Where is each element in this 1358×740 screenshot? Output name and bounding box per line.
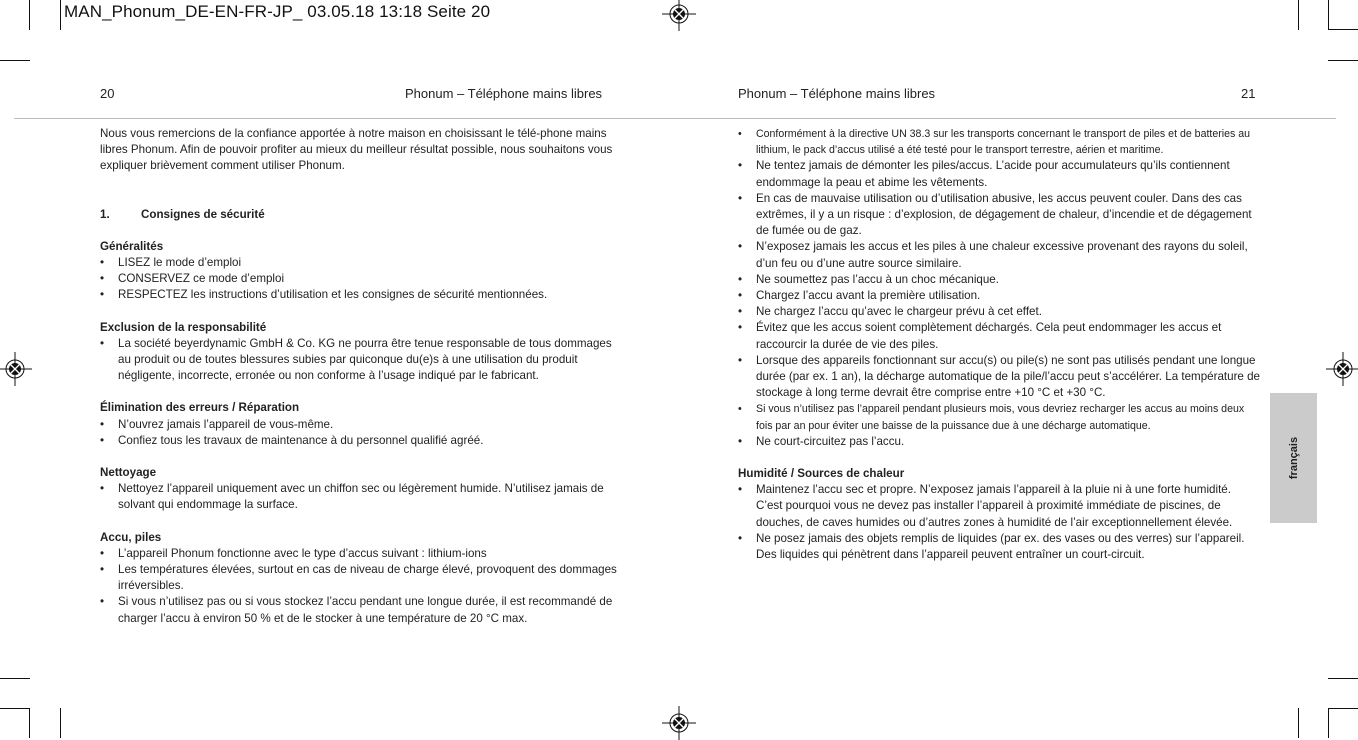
list-nettoyage bbox=[100, 481, 620, 513]
list-item: • Chargez l’accu avant la première utilisation. bbox=[738, 288, 1260, 304]
crop-mark bbox=[29, 708, 30, 738]
list-item: • LISEZ le mode d’emploi bbox=[100, 255, 620, 271]
list-item: • N’exposez jamais les accus et les piles à une chaleur excessive provenant des rayons du soleil, d’un feu ou d’une autre source similaire. bbox=[738, 239, 1260, 271]
list-accu-continued bbox=[738, 126, 1260, 450]
list-item: • Si vous n’utilisez pas ou si vous stockez l’accu pendant une longue durée, il est recommandé de charger l’accu à environ 50 % et de le stocker à une température de 20 °C max. bbox=[100, 594, 620, 626]
list-item: • Si vous n’utilisez pas l’appareil pendant plusieurs mois, vous devriez recharger les accus au moins deux fois par an pour éviter une baisse de la puissance due à une décharge automatique. bbox=[738, 401, 1260, 433]
list-elimination bbox=[100, 417, 620, 449]
heading-exclusion: Exclusion de la responsabilité bbox=[100, 320, 267, 334]
list-exclusion bbox=[100, 336, 620, 385]
heading-nettoyage: Nettoyage bbox=[100, 466, 157, 480]
section-number: 1. bbox=[100, 207, 110, 221]
list-item: • CONSERVEZ ce mode d’emploi bbox=[100, 271, 620, 287]
list-item: • Les températures élevées, surtout en cas de niveau de charge élevé, provoquent des dommages irréversibles. bbox=[100, 562, 620, 594]
left-page-number: 20 bbox=[100, 86, 115, 101]
language-tab bbox=[1270, 393, 1317, 523]
language-tab-label: français bbox=[1287, 436, 1300, 480]
crop-mark bbox=[1328, 60, 1358, 61]
list-item: • Ne posez jamais des objets remplis de liquides (par ex. des vases ou des verres) sur l’appareil. Des liquides qui pénètrent dans l’appareil peuvent entraîner un court-circuit. bbox=[738, 531, 1260, 563]
left-column bbox=[100, 126, 620, 627]
list-item: • Conformément à la directive UN 38.3 sur les transports concernant le transport de piles et de batteries au lithium, le pack d’accus utilisé a été testé pour le transport terrestre, aérien et maritime. bbox=[738, 126, 1260, 158]
registration-mark-icon bbox=[0, 352, 32, 386]
list-item: • RESPECTEZ les instructions d’utilisation et les consignes de sécurité mentionnées. bbox=[100, 287, 620, 303]
list-item: • L’appareil Phonum fonctionne avec le type d’accus suivant : lithium-ions bbox=[100, 546, 620, 562]
crop-mark bbox=[0, 678, 30, 679]
crop-mark bbox=[1328, 708, 1358, 709]
crop-mark bbox=[1328, 0, 1329, 30]
registration-mark-icon bbox=[662, 0, 696, 31]
list-humidite bbox=[738, 482, 1260, 563]
list-accu bbox=[100, 546, 620, 627]
section-title: Consignes de sécurité bbox=[141, 207, 265, 221]
right-running-title: Phonum – Téléphone mains libres bbox=[738, 86, 936, 101]
list-item: • Ne soumettez pas l’accu à un choc mécanique. bbox=[738, 272, 1260, 288]
list-item: • La société beyerdynamic GmbH & Co. KG ne pourra être tenue responsable de tous dommages au produit ou de toutes blessures subies par quiconque du(e)s à une utilisation du produit négligente, incorrecte, erronée ou non conforme à l’usage indiqué par le fabricant. bbox=[100, 336, 620, 385]
heading-humidite: Humidité / Sources de chaleur bbox=[738, 467, 905, 481]
crop-mark bbox=[1328, 29, 1358, 30]
heading-generalites: Généralités bbox=[100, 239, 164, 253]
registration-mark-icon bbox=[1326, 352, 1358, 386]
heading-accu: Accu, piles bbox=[100, 530, 162, 544]
list-generalites bbox=[100, 255, 620, 304]
header-rule bbox=[14, 118, 1336, 119]
heading-elimination: Élimination des erreurs / Réparation bbox=[100, 401, 300, 415]
section-heading bbox=[100, 207, 620, 223]
list-item: • Nettoyez l’appareil uniquement avec un chiffon sec ou légèrement humide. N’utilisez jamais de solvant qui endommage la surface. bbox=[100, 481, 620, 513]
crop-mark bbox=[29, 0, 30, 30]
crop-mark bbox=[1328, 678, 1358, 679]
left-running-title: Phonum – Téléphone mains libres bbox=[405, 86, 603, 101]
crop-mark bbox=[60, 708, 61, 738]
crop-mark bbox=[1298, 0, 1299, 30]
right-page-number: 21 bbox=[1241, 86, 1256, 101]
list-item: • Maintenez l’accu sec et propre. N’exposez jamais l’appareil à la pluie ni à une forte humidité. C’est pourquoi vous ne devez pas installer l’appareil à proximité immédiate de piscines, de douches, de caves humides ou d’autres zones à humidité de l’air exceptionnellement élevée. bbox=[738, 482, 1260, 531]
list-item: • Confiez tous les travaux de maintenance à du personnel qualifié agréé. bbox=[100, 433, 620, 449]
list-item: • Ne tentez jamais de démonter les piles/accus. L’acide pour accumulateurs qu’ils contiennent endommage la peau et abime les vêtements. bbox=[738, 158, 1260, 190]
print-slug: MAN_Phonum_DE-EN-FR-JP_ 03.05.18 13:18 Seite 20 bbox=[64, 2, 491, 21]
right-column bbox=[738, 126, 1260, 563]
intro-paragraph: Nous vous remercions de la confiance apportée à notre maison en choisissant le télé-phone mains libres Phonum. Afin de pouvoir profiter au mieux du meilleur résultat possible, nous souhaitons vous expliquer brièvement comment utiliser Phonum. bbox=[100, 127, 613, 173]
list-item: • En cas de mauvaise utilisation ou d’utilisation abusive, les accus peuvent couler. Dans des cas extrêmes, il y a un risque : d’explosion, de dégagement de chaleur, d’incendie et de dégagement de fumée ou de gaz. bbox=[738, 191, 1260, 240]
list-item: • Ne court-circuitez pas l’accu. bbox=[738, 434, 1260, 450]
list-item: • Ne chargez l’accu qu’avec le chargeur prévu à cet effet. bbox=[738, 304, 1260, 320]
list-item: • Lorsque des appareils fonctionnant sur accu(s) ou pile(s) ne sont pas utilisés pendant une longue durée (par ex. 1 an), la décharge automatique de la pile/l’accu peut s’accélérer. La température de stockage à long terme devrait être comprise entre +10 °C et +30 °C. bbox=[738, 353, 1260, 402]
list-item: • N’ouvrez jamais l’appareil de vous-même. bbox=[100, 417, 620, 433]
crop-mark bbox=[60, 0, 61, 30]
list-item: • Évitez que les accus soient complètement déchargés. Cela peut endommager les accus et raccourcir la durée de vie des piles. bbox=[738, 320, 1260, 352]
crop-mark bbox=[1298, 708, 1299, 738]
crop-mark bbox=[1328, 708, 1329, 738]
registration-mark-icon bbox=[662, 706, 696, 740]
crop-mark bbox=[0, 708, 30, 709]
crop-mark bbox=[0, 60, 30, 61]
